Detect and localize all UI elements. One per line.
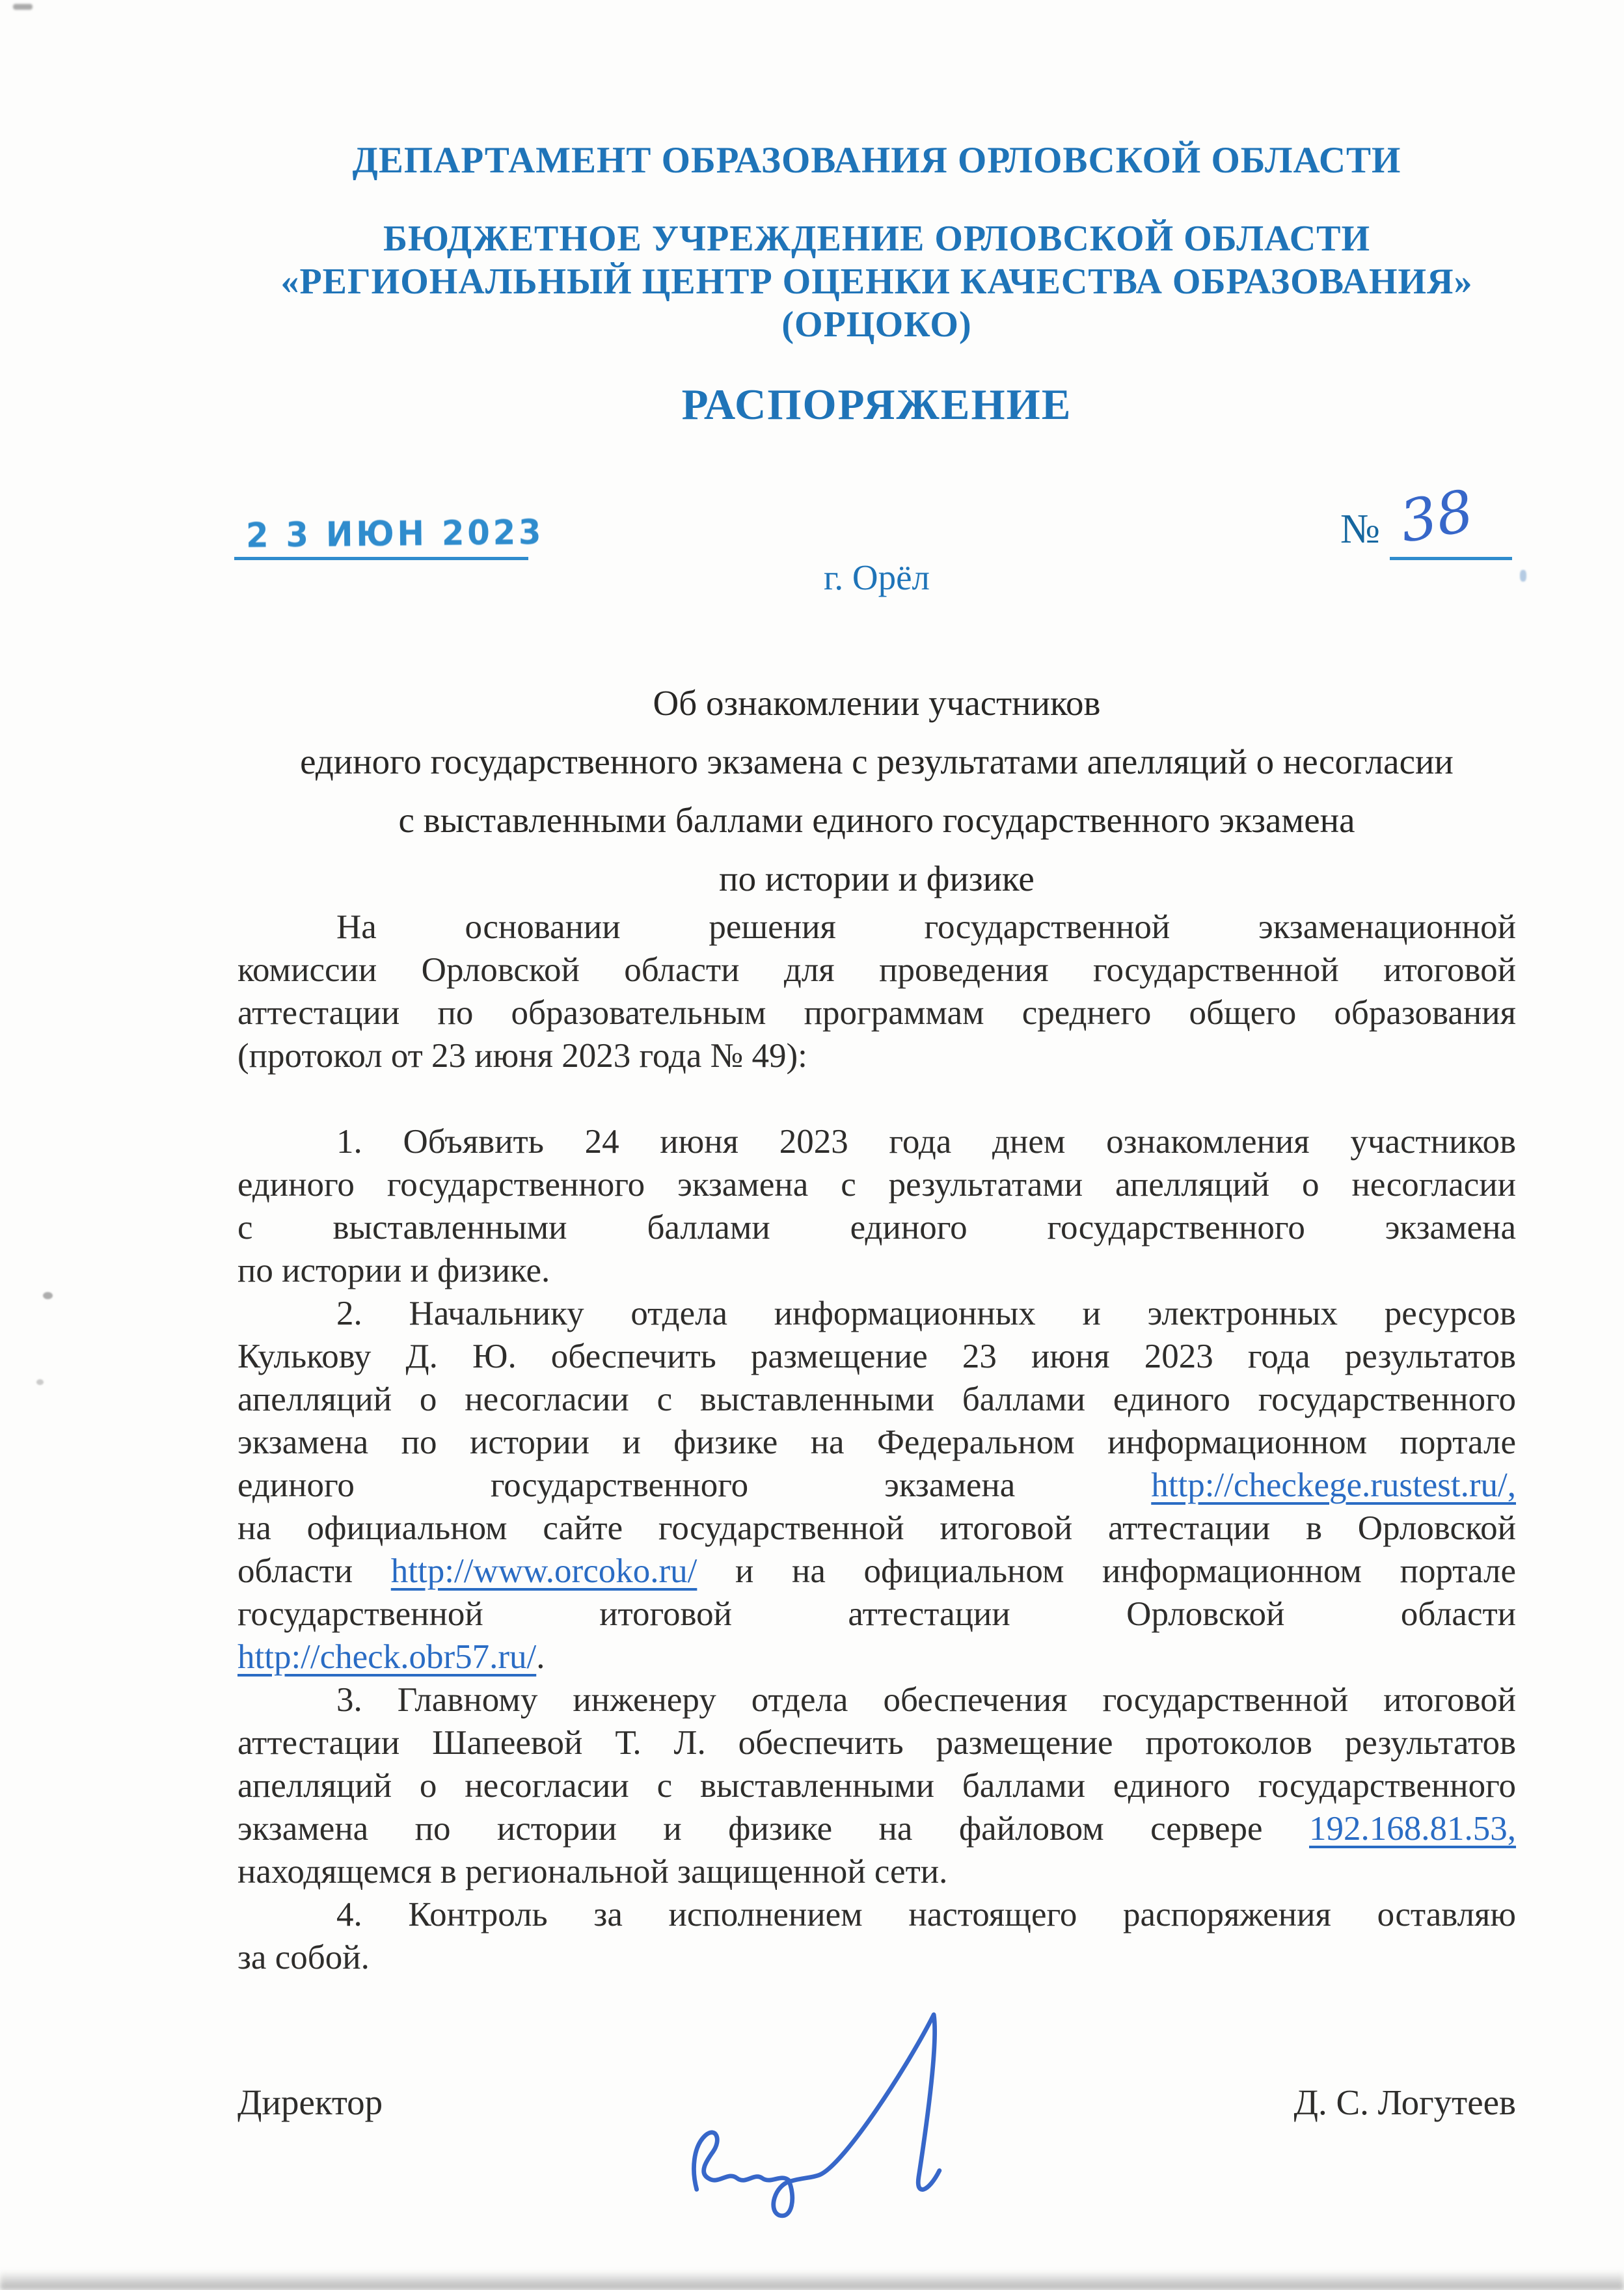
body-line: комиссии Орловской области для проведения государственной итоговой [237, 951, 1516, 989]
body-line: 3. Главному инженеру отдела обеспечения государственной итоговой [336, 1681, 1516, 1719]
body-line: Кулькову Д. Ю. обеспечить размещение 23 июня 2023 года результатов [237, 1338, 1516, 1375]
body-text: и на официальном информационном портале [735, 1552, 1517, 1590]
title-line: по истории и физике [719, 859, 1035, 898]
place-line: г. Орёл [824, 558, 930, 597]
link-checkege-rustest[interactable]: http://checkege.rustest.ru/, [1151, 1466, 1516, 1504]
body-line: аттестации Шапеевой Т. Л. обеспечить размещение протоколов результатов [237, 1724, 1516, 1762]
body-line [237, 1807, 1516, 1850]
document-title [237, 674, 1516, 908]
link-file-server-ip[interactable]: 192.168.81.53, [1309, 1810, 1517, 1848]
body-line: на официальном сайте государственной итоговой аттестации в Орловской [237, 1509, 1516, 1547]
body-line: 4. Контроль за исполнением настоящего распоряжения оставляю [336, 1896, 1516, 1933]
scan-speck [13, 4, 33, 10]
title-line: с выставленными баллами единого государственного экзамена [398, 800, 1355, 840]
paragraph-gap [237, 1077, 1516, 1120]
body-line: 2. Начальнику отдела информационных и электронных ресурсов [336, 1295, 1516, 1332]
body-line: за собой. [237, 1939, 370, 1976]
document-type-heading: РАСПОРЯЖЕНИЕ [681, 381, 1072, 429]
body-line: апелляций о несогласии с выставленными баллами единого государственного [237, 1767, 1516, 1805]
scan-speck [43, 1292, 53, 1299]
body-line: с выставленными баллами единого государственного экзамена [237, 1209, 1516, 1246]
body-line: 1. Объявить 24 июня 2023 года днем ознакомления участников [336, 1123, 1516, 1161]
number-sign: № [1340, 505, 1381, 552]
body-text: области [237, 1552, 353, 1590]
title-line: Об ознакомлении участников [653, 683, 1101, 723]
institution-line-3: (ОРЦОКО) [781, 304, 972, 345]
body-text: . [536, 1638, 545, 1676]
scan-smudge [0, 2270, 1624, 2290]
institution-line-2: «РЕГИОНАЛЬНЫЙ ЦЕНТР ОЦЕНКИ КАЧЕСТВА ОБРАЗОВАНИЯ» [280, 262, 1473, 302]
scan-speck [1520, 570, 1526, 582]
body-line: аттестации по образовательным программам среднего общего образования [237, 994, 1516, 1032]
body-line: экзамена по истории и физике на Федеральном информационном портале [237, 1423, 1516, 1461]
body-line: На основании решения государственной экзаменационной [336, 908, 1516, 946]
link-check-obr57[interactable]: http://check.obr57.ru/ [237, 1638, 537, 1676]
signature-role: Директор [237, 2082, 383, 2122]
institution-line-1: БЮДЖЕТНОЕ УЧРЕЖДЕНИЕ ОРЛОВСКОЙ ОБЛАСТИ [383, 219, 1371, 259]
body-text: экзамена по истории и физике на файловом сервере [237, 1810, 1263, 1848]
body-line [237, 1464, 1516, 1507]
title-line: единого государственного экзамена с результатами апелляций о несогласии [300, 742, 1454, 781]
body-line [237, 1636, 1516, 1678]
body-line: единого государственного экзамена с результатами апелляций о несогласии [237, 1166, 1516, 1204]
link-orcoko[interactable]: http://www.orcoko.ru/ [390, 1552, 697, 1590]
body-line: апелляций о несогласии с выставленными баллами единого государственного [237, 1381, 1516, 1418]
org-department-name: ДЕПАРТАМЕНТ ОБРАЗОВАНИЯ ОРЛОВСКОЙ ОБЛАСТИ [352, 140, 1401, 181]
body-line: государственной итоговой аттестации Орловской области [237, 1595, 1516, 1633]
body-line: по истории и физике. [237, 1252, 550, 1289]
signature-name: Д. С. Логутеев [1293, 2082, 1516, 2122]
body-line: (протокол от 23 июня 2023 года № 49): [237, 1037, 807, 1075]
body-line: находящемся в региональной защищенной сети. [237, 1853, 948, 1891]
date-stamp: 2 3 ИЮН 2023 [245, 512, 545, 556]
org-institution-name [237, 217, 1516, 346]
document-body [237, 906, 1516, 1979]
body-line [237, 1550, 1516, 1593]
scan-speck [36, 1379, 44, 1385]
number-value-handwritten: 38 [1394, 477, 1479, 556]
body-text: единого государственного экзамена [237, 1466, 1016, 1504]
